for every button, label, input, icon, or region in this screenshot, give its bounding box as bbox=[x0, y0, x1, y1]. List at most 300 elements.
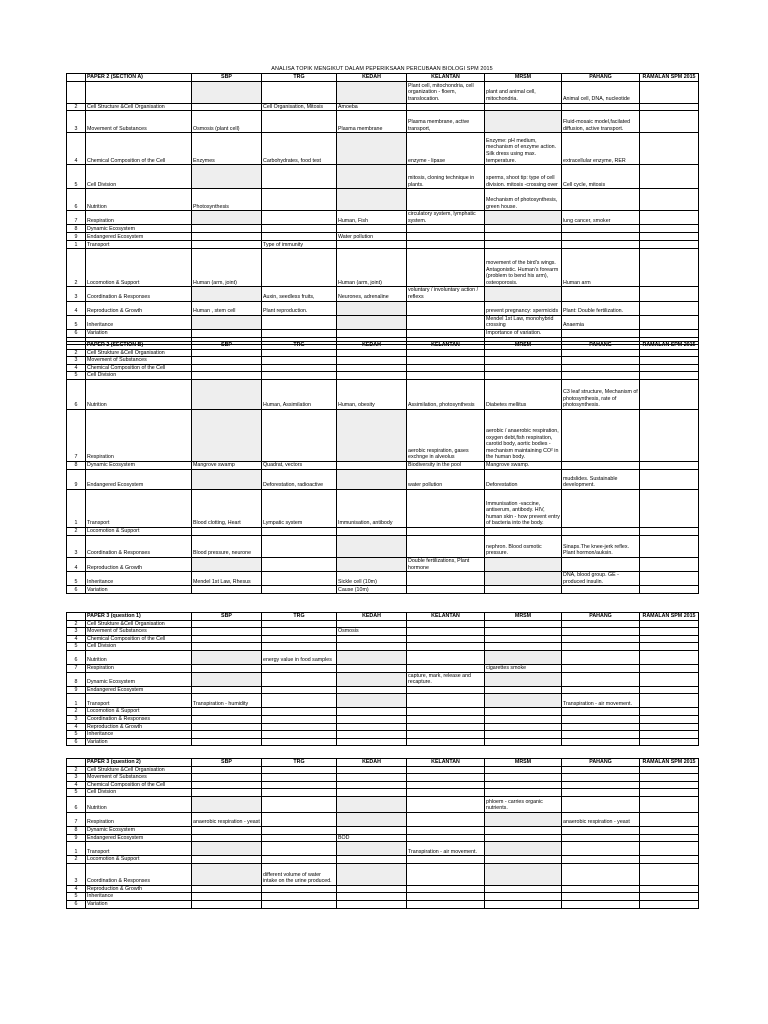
topic-number: 2 bbox=[67, 249, 86, 287]
table-cell bbox=[562, 557, 640, 571]
header-blank-cell bbox=[67, 759, 86, 767]
topic-number: 6 bbox=[67, 189, 86, 211]
topic-name: Reproduction & Growth bbox=[86, 885, 192, 893]
table-cell bbox=[640, 586, 699, 594]
topic-number: 4 bbox=[67, 364, 86, 372]
table-row bbox=[67, 461, 699, 469]
table-cell bbox=[640, 469, 699, 489]
table-cell: Osmosis (plant cell) bbox=[192, 111, 262, 133]
topic-name: Respiration bbox=[86, 211, 192, 225]
table-cell bbox=[640, 723, 699, 731]
table-cell: DNA, blood group. GE - produced insulin. bbox=[562, 572, 640, 586]
table-cell: Diabetes mellitus bbox=[485, 379, 562, 409]
section-header-row bbox=[67, 342, 699, 350]
table-cell bbox=[407, 586, 485, 594]
table-cell bbox=[640, 211, 699, 225]
section-table bbox=[66, 758, 699, 909]
column-header: TRG bbox=[262, 342, 337, 350]
table-cell bbox=[407, 489, 485, 527]
table-cell bbox=[262, 900, 337, 908]
table-row bbox=[67, 133, 699, 165]
table-cell: BOD bbox=[337, 834, 407, 842]
column-header: KEDAH bbox=[337, 74, 407, 82]
topic-name: Endangered Ecosystem bbox=[86, 686, 192, 694]
column-header: KELANTAN bbox=[407, 74, 485, 82]
table-cell bbox=[262, 527, 337, 535]
topic-number: 2 bbox=[67, 527, 86, 535]
table-cell: Animal cell, DNA, nucleotide bbox=[562, 81, 640, 103]
table-row bbox=[67, 708, 699, 716]
table-cell bbox=[337, 842, 407, 856]
table-cell bbox=[262, 723, 337, 731]
topic-name: Transport bbox=[86, 489, 192, 527]
table-cell bbox=[192, 233, 262, 241]
table-cell bbox=[337, 527, 407, 535]
table-cell bbox=[485, 738, 562, 746]
table-cell bbox=[262, 766, 337, 774]
table-row bbox=[67, 535, 699, 557]
table-cell bbox=[640, 301, 699, 315]
topic-number: 4 bbox=[67, 301, 86, 315]
table-row bbox=[67, 165, 699, 189]
table-cell bbox=[562, 672, 640, 686]
table-cell: Plasma membrane, active transport, bbox=[407, 111, 485, 133]
table-cell: enzyme - lipase bbox=[407, 133, 485, 165]
table-cell: Plasma membrane bbox=[337, 111, 407, 133]
column-header: RAMALAN SPM 2015 bbox=[640, 74, 699, 82]
topic-name: Dynamic Ecosystem bbox=[86, 826, 192, 834]
column-header: PAHANG bbox=[562, 613, 640, 621]
table-cell bbox=[262, 628, 337, 636]
table-row bbox=[67, 211, 699, 225]
table-cell bbox=[562, 372, 640, 380]
table-cell bbox=[192, 885, 262, 893]
table-cell bbox=[640, 225, 699, 233]
table-cell bbox=[640, 329, 699, 337]
topic-number: 3 bbox=[67, 535, 86, 557]
table-cell bbox=[407, 738, 485, 746]
topic-number: 5 bbox=[67, 731, 86, 739]
topic-number: 9 bbox=[67, 469, 86, 489]
table-cell bbox=[640, 189, 699, 211]
page-title: ANALISA TOPIK MENGIKUT DALAM PEPERIKSAAN PERCUBAAN BIOLOGI SPM 2015 bbox=[271, 66, 493, 72]
topic-name: Coordination & Responses bbox=[86, 715, 192, 723]
table-cell bbox=[640, 357, 699, 365]
topic-name: Reproduction & Growth bbox=[86, 723, 192, 731]
table-cell: aerobic respiration, gases exchnge in alveolus bbox=[407, 409, 485, 461]
table-cell bbox=[262, 834, 337, 842]
table-cell bbox=[485, 723, 562, 731]
table-cell bbox=[192, 329, 262, 337]
table-cell: movement of the bird's wings. Antagonistic. Human's forearm (problem to bend his arm), osteoporosis. bbox=[485, 249, 562, 287]
table-row bbox=[67, 315, 699, 329]
table-cell bbox=[640, 409, 699, 461]
table-cell bbox=[562, 731, 640, 739]
table-cell: Plant: Double fertilization. bbox=[562, 301, 640, 315]
table-cell bbox=[562, 329, 640, 337]
table-cell: Cell Organisation, Mitosis bbox=[262, 103, 337, 111]
topic-number: 4 bbox=[67, 133, 86, 165]
table-cell bbox=[262, 885, 337, 893]
topic-number: 4 bbox=[67, 635, 86, 643]
topic-number bbox=[67, 81, 86, 103]
table-cell bbox=[337, 349, 407, 357]
table-cell bbox=[337, 635, 407, 643]
table-row bbox=[67, 664, 699, 672]
table-cell bbox=[262, 789, 337, 797]
topic-name: Cell Division bbox=[86, 372, 192, 380]
table-cell: water pollution bbox=[407, 469, 485, 489]
table-row bbox=[67, 349, 699, 357]
table-row bbox=[67, 379, 699, 409]
table-row bbox=[67, 635, 699, 643]
table-cell: Human arm bbox=[562, 249, 640, 287]
topic-number: 4 bbox=[67, 723, 86, 731]
table-cell bbox=[192, 650, 262, 664]
topic-name: Cell Division bbox=[86, 165, 192, 189]
table-cell: Anaemia bbox=[562, 315, 640, 329]
column-header: SBP bbox=[192, 613, 262, 621]
table-cell bbox=[337, 241, 407, 249]
table-row bbox=[67, 856, 699, 864]
table-cell bbox=[262, 364, 337, 372]
table-row bbox=[67, 301, 699, 315]
table-cell bbox=[485, 349, 562, 357]
table-cell bbox=[562, 789, 640, 797]
table-cell bbox=[485, 885, 562, 893]
table-cell bbox=[337, 686, 407, 694]
table-cell bbox=[640, 349, 699, 357]
column-header: PAHANG bbox=[562, 74, 640, 82]
column-header: KELANTAN bbox=[407, 759, 485, 767]
table-cell bbox=[407, 826, 485, 834]
table-cell: Human (arm, joint) bbox=[192, 249, 262, 287]
topic-name: Nutrition bbox=[86, 379, 192, 409]
table-cell bbox=[640, 635, 699, 643]
table-cell: Transpiration - humidity bbox=[192, 694, 262, 708]
table-cell bbox=[337, 557, 407, 571]
table-cell bbox=[485, 586, 562, 594]
table-cell bbox=[337, 664, 407, 672]
table-cell bbox=[485, 708, 562, 716]
table-cell bbox=[262, 165, 337, 189]
table-cell bbox=[640, 826, 699, 834]
table-cell bbox=[337, 165, 407, 189]
topic-name: Movement of Substances bbox=[86, 628, 192, 636]
table-cell: Human, Assimilation bbox=[262, 379, 337, 409]
table-cell bbox=[485, 856, 562, 864]
table-cell bbox=[262, 233, 337, 241]
table-cell bbox=[192, 103, 262, 111]
table-row bbox=[67, 527, 699, 535]
topic-number: 7 bbox=[67, 211, 86, 225]
header-blank-cell bbox=[67, 613, 86, 621]
table-row bbox=[67, 893, 699, 901]
table-cell bbox=[262, 812, 337, 826]
header-blank-cell bbox=[67, 74, 86, 82]
table-cell bbox=[485, 103, 562, 111]
table-cell bbox=[407, 789, 485, 797]
table-cell: Mechanism of photosynthesis, green house. bbox=[485, 189, 562, 211]
table-row bbox=[67, 766, 699, 774]
table-cell bbox=[337, 715, 407, 723]
topic-name: Nutrition bbox=[86, 650, 192, 664]
table-cell bbox=[262, 586, 337, 594]
table-row bbox=[67, 650, 699, 664]
topic-number: 5 bbox=[67, 165, 86, 189]
table-cell bbox=[407, 364, 485, 372]
table-cell bbox=[562, 233, 640, 241]
topic-name: Transport bbox=[86, 241, 192, 249]
table-cell bbox=[262, 315, 337, 329]
table-cell bbox=[337, 885, 407, 893]
table-cell bbox=[485, 572, 562, 586]
table-cell: Amoeba bbox=[337, 103, 407, 111]
table-cell bbox=[485, 111, 562, 133]
topic-name: Respiration bbox=[86, 409, 192, 461]
table-cell: Mendel 1st Law, monohybrid crossing bbox=[485, 315, 562, 329]
table-cell bbox=[562, 628, 640, 636]
table-row bbox=[67, 81, 699, 103]
table-cell bbox=[192, 364, 262, 372]
topic-name: Nutrition bbox=[86, 189, 192, 211]
table-cell bbox=[562, 664, 640, 672]
table-cell bbox=[192, 856, 262, 864]
topic-number: 6 bbox=[67, 329, 86, 337]
topic-number: 6 bbox=[67, 796, 86, 812]
table-cell bbox=[407, 731, 485, 739]
table-cell bbox=[407, 900, 485, 908]
topic-name: Coordination & Responses bbox=[86, 535, 192, 557]
table-cell bbox=[640, 885, 699, 893]
table-cell bbox=[562, 781, 640, 789]
table-cell bbox=[407, 233, 485, 241]
table-cell bbox=[640, 863, 699, 885]
table-cell bbox=[485, 287, 562, 301]
table-cell bbox=[192, 796, 262, 812]
table-cell bbox=[192, 643, 262, 651]
table-cell bbox=[562, 842, 640, 856]
table-cell bbox=[192, 165, 262, 189]
column-header: MRSM bbox=[485, 759, 562, 767]
table-cell bbox=[640, 461, 699, 469]
table-cell bbox=[192, 686, 262, 694]
table-cell bbox=[407, 643, 485, 651]
table-cell bbox=[337, 796, 407, 812]
table-cell bbox=[407, 885, 485, 893]
topic-number: 6 bbox=[67, 738, 86, 746]
column-header: TRG bbox=[262, 74, 337, 82]
table-cell: Lympatic system bbox=[262, 489, 337, 527]
table-cell bbox=[485, 357, 562, 365]
table-cell: Human, obesity bbox=[337, 379, 407, 409]
table-row bbox=[67, 249, 699, 287]
table-cell bbox=[337, 723, 407, 731]
table-cell bbox=[262, 409, 337, 461]
table-cell bbox=[562, 635, 640, 643]
table-cell bbox=[262, 211, 337, 225]
table-cell bbox=[407, 103, 485, 111]
table-cell bbox=[262, 535, 337, 557]
table-cell bbox=[192, 672, 262, 686]
table-row bbox=[67, 620, 699, 628]
table-cell bbox=[407, 628, 485, 636]
table-cell: C3 leaf structure, Mechanism of photosynthesis, rate of photosynthesis. bbox=[562, 379, 640, 409]
table-cell: anaerobic respiration - yeast bbox=[192, 812, 262, 826]
topic-name: Respiration bbox=[86, 812, 192, 826]
table-cell: Importance of variation. bbox=[485, 329, 562, 337]
section-header-row bbox=[67, 759, 699, 767]
table-row bbox=[67, 628, 699, 636]
table-cell bbox=[192, 893, 262, 901]
table-cell bbox=[337, 461, 407, 469]
topic-number: 4 bbox=[67, 885, 86, 893]
table-cell bbox=[562, 586, 640, 594]
table-cell bbox=[192, 409, 262, 461]
table-cell bbox=[640, 557, 699, 571]
topic-name: Dynamic Ecosystem bbox=[86, 672, 192, 686]
table-cell bbox=[640, 766, 699, 774]
table-cell bbox=[192, 789, 262, 797]
table-cell bbox=[640, 812, 699, 826]
table-cell: Assimilation, photosynthesis bbox=[407, 379, 485, 409]
table-cell bbox=[562, 241, 640, 249]
topic-number: 6 bbox=[67, 900, 86, 908]
table-cell bbox=[562, 893, 640, 901]
table-cell bbox=[262, 81, 337, 103]
table-cell bbox=[192, 527, 262, 535]
topic-number: 1 bbox=[67, 842, 86, 856]
table-cell bbox=[337, 893, 407, 901]
table-cell bbox=[192, 315, 262, 329]
table-cell bbox=[192, 738, 262, 746]
section-table bbox=[66, 341, 699, 594]
topic-name: Inheritance bbox=[86, 315, 192, 329]
table-cell bbox=[337, 731, 407, 739]
table-cell bbox=[562, 766, 640, 774]
table-cell bbox=[262, 329, 337, 337]
topic-number: 5 bbox=[67, 315, 86, 329]
table-cell bbox=[485, 225, 562, 233]
topic-name: Endangered Ecosystem bbox=[86, 469, 192, 489]
topic-number: 9 bbox=[67, 233, 86, 241]
table-cell bbox=[562, 527, 640, 535]
table-row bbox=[67, 796, 699, 812]
table-row bbox=[67, 233, 699, 241]
table-cell bbox=[485, 643, 562, 651]
table-row bbox=[67, 189, 699, 211]
table-cell bbox=[262, 738, 337, 746]
topic-number: 7 bbox=[67, 812, 86, 826]
table-cell bbox=[485, 241, 562, 249]
table-cell bbox=[192, 557, 262, 571]
table-cell bbox=[262, 111, 337, 133]
section-header-row bbox=[67, 74, 699, 82]
table-cell bbox=[485, 774, 562, 782]
table-cell bbox=[562, 686, 640, 694]
table-cell: Mangrove swamp bbox=[192, 461, 262, 469]
topic-number: 7 bbox=[67, 664, 86, 672]
table-cell bbox=[192, 379, 262, 409]
table-cell: Mendel 1st Law, Rhesus bbox=[192, 572, 262, 586]
table-cell bbox=[192, 372, 262, 380]
table-cell: Auxin, seedless fruits, bbox=[262, 287, 337, 301]
column-header: KEDAH bbox=[337, 342, 407, 350]
topic-name: Coordination & Responses bbox=[86, 287, 192, 301]
table-cell: Mangrove swamp. bbox=[485, 461, 562, 469]
table-row bbox=[67, 643, 699, 651]
table-cell: mudslides. Sustainable development. bbox=[562, 469, 640, 489]
table-cell bbox=[485, 364, 562, 372]
table-cell bbox=[262, 708, 337, 716]
table-cell bbox=[640, 527, 699, 535]
topic-name: Variation bbox=[86, 900, 192, 908]
table-row bbox=[67, 103, 699, 111]
table-cell bbox=[640, 643, 699, 651]
table-cell bbox=[485, 715, 562, 723]
topic-name: Locomotion & Support bbox=[86, 856, 192, 864]
topic-number: 3 bbox=[67, 111, 86, 133]
table-cell bbox=[562, 620, 640, 628]
table-cell bbox=[407, 834, 485, 842]
table-cell: Immunisation -vaccine, antiserum, antibody. HIV, human skin - how prevent entry of bacteria into the body. bbox=[485, 489, 562, 527]
topic-name: Cell Structure &Cell Organisation bbox=[86, 103, 192, 111]
table-cell bbox=[562, 863, 640, 885]
topic-number: 3 bbox=[67, 715, 86, 723]
table-cell: Blood pressure, neurone bbox=[192, 535, 262, 557]
section-table bbox=[66, 73, 699, 345]
table-cell bbox=[262, 249, 337, 287]
table-cell bbox=[640, 535, 699, 557]
topic-number: 2 bbox=[67, 103, 86, 111]
table-cell: Water pollution bbox=[337, 233, 407, 241]
column-header: RAMALAN SPM 2015 bbox=[640, 342, 699, 350]
topic-number: 7 bbox=[67, 409, 86, 461]
table-cell bbox=[640, 572, 699, 586]
section-title: PAPER 3 (question 1) bbox=[86, 613, 192, 621]
topic-number: 3 bbox=[67, 357, 86, 365]
table-cell bbox=[485, 635, 562, 643]
table-cell bbox=[485, 527, 562, 535]
table-cell bbox=[407, 650, 485, 664]
table-row bbox=[67, 586, 699, 594]
topic-name: Cell Strukture &Cell Organisation bbox=[86, 766, 192, 774]
topic-name: Nutrition bbox=[86, 796, 192, 812]
table-cell bbox=[485, 900, 562, 908]
table-cell bbox=[640, 241, 699, 249]
table-cell bbox=[640, 694, 699, 708]
topic-name: Chemical Composition of the Cell bbox=[86, 133, 192, 165]
table-cell bbox=[485, 672, 562, 686]
topic-number: 8 bbox=[67, 826, 86, 834]
topic-number: 8 bbox=[67, 672, 86, 686]
table-cell bbox=[407, 863, 485, 885]
table-row bbox=[67, 842, 699, 856]
topic-number: 2 bbox=[67, 856, 86, 864]
table-cell bbox=[262, 189, 337, 211]
topic-number: 3 bbox=[67, 287, 86, 301]
table-cell bbox=[640, 796, 699, 812]
table-cell: Human , stem cell bbox=[192, 301, 262, 315]
table-cell bbox=[337, 364, 407, 372]
table-cell: Fluid-mosaic model,facilated diffusion, active transport. bbox=[562, 111, 640, 133]
topic-number: 8 bbox=[67, 225, 86, 233]
topic-number: 2 bbox=[67, 620, 86, 628]
column-header: PAHANG bbox=[562, 759, 640, 767]
table-cell bbox=[262, 715, 337, 723]
table-cell: capture, mark, release and recapture. bbox=[407, 672, 485, 686]
table-cell bbox=[640, 715, 699, 723]
